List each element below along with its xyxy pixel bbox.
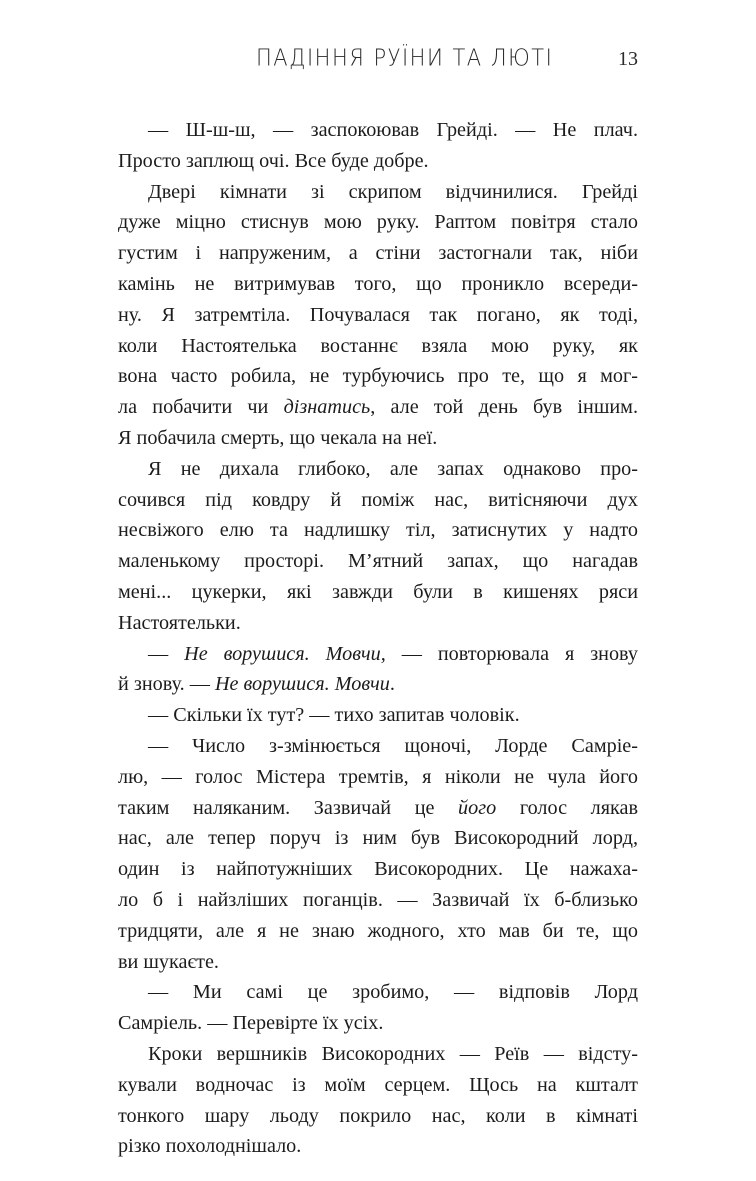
text-line (118, 762, 638, 793)
text-run: камінь не витримував того, що проникло всереди- (118, 272, 638, 295)
text-run: коли Настоятелька востаннє взяла мою руку, як (118, 334, 638, 357)
text-line (118, 207, 638, 238)
text-line (118, 885, 638, 916)
text-run: ну. Я затремтіла. Почувалася так погано, як тоді, (118, 303, 638, 326)
text-line (118, 515, 638, 546)
paragraph (118, 731, 638, 977)
text-run: — (148, 642, 185, 665)
text-line (118, 823, 638, 854)
text-line (118, 977, 638, 1008)
italic-text: Не ворушися. Мовчи, (184, 642, 386, 665)
text-line (118, 361, 638, 392)
running-head (118, 44, 638, 74)
text-run: Я не дихала глибоко, але запах однаково про- (148, 457, 638, 480)
text-line (118, 485, 638, 516)
text-run: — Ш-ш-ш, — заспокоював Грейді. — Не плач. (148, 119, 638, 141)
text-line (118, 608, 638, 639)
text-line (118, 669, 638, 700)
paragraph (118, 115, 638, 177)
text-run: ло б і найзліших поганців. — Зазвичай їх б-близько (118, 888, 638, 911)
text-run: мені... цукерки, які завжди були в кишенях ряси (118, 580, 638, 603)
text-run: густим і напруженим, а стіни застогнали так, ніби (118, 242, 638, 265)
italic-text: його (458, 796, 497, 819)
text-run: й знову. — (118, 673, 215, 696)
text-run: тонкого шару льоду покрило нас, коли в кімнаті (118, 1104, 638, 1127)
paragraph (118, 454, 638, 639)
text-line (118, 1101, 638, 1132)
text-line (118, 1039, 638, 1070)
running-title: ПАДІННЯ РУЇНИ ТА ЛЮТІ (256, 44, 554, 71)
text-run: ви шукаєте. (118, 950, 219, 973)
paragraph (118, 177, 638, 454)
text-line (118, 577, 638, 608)
text-line (118, 639, 638, 670)
text-run: кували водночас із моїм серцем. Щось на кшталт (118, 1073, 638, 1096)
text-line (118, 916, 638, 947)
text-run: лю, — голос Містера тремтів, я ніколи не чула його (118, 765, 638, 788)
text-run: Просто заплющ очі. Все буде добре. (118, 149, 429, 172)
text-line (118, 793, 638, 824)
text-run: — Скільки їх тут? — тихо запитав чоловік. (148, 704, 520, 727)
text-run: один із найпотужніших Високородних. Це нажаха- (118, 858, 638, 881)
text-run: тридцяти, але я не знаю жодного, хто мав би те, що (118, 919, 638, 942)
text-line (118, 731, 638, 762)
italic-text: Не ворушися. Мовчи (214, 673, 390, 696)
text-run: — Ми самі це зробимо, — відповів Лорд (148, 981, 638, 1004)
text-line (118, 423, 638, 454)
text-run: маленькому просторі. М’ятний запах, що нагадав (118, 550, 638, 573)
text-line (118, 146, 638, 177)
paragraph (118, 1039, 638, 1162)
text-line (118, 854, 638, 885)
text-line (118, 1008, 638, 1039)
text-line (118, 238, 638, 269)
text-line (118, 300, 638, 331)
text-line (118, 177, 638, 208)
text-line (118, 1131, 638, 1162)
text-line (118, 947, 638, 978)
text-run: Кроки вершників Високородних — Реїв — відсту- (148, 1042, 638, 1065)
text-line (118, 700, 638, 731)
text-run: Самріель. — Перевірте їх усіх. (118, 1012, 384, 1035)
text-line (118, 546, 638, 577)
text-run: вона часто робила, не турбуючись про те, що я мог- (118, 365, 638, 388)
paragraph (118, 700, 638, 731)
paragraph (118, 639, 638, 701)
text-run: дуже міцно стиснув мою руку. Раптом повітря стало (118, 211, 638, 234)
paragraph (118, 977, 638, 1039)
text-body (118, 115, 638, 1162)
text-line (118, 454, 638, 485)
text-run: — Число з-змінюється щоночі, Лорде Самріе- (148, 734, 638, 757)
text-run: — повторювала я знову (385, 642, 638, 665)
text-line (118, 115, 638, 146)
text-line (118, 1070, 638, 1101)
text-run: Настоятельки. (118, 611, 241, 634)
text-run: нас, але тепер поруч із ним був Високородний лорд, (118, 827, 638, 850)
text-run: ла побачити чи (118, 396, 284, 419)
italic-text: дізнатись (283, 396, 371, 419)
page-number: 13 (618, 48, 638, 70)
text-run: Я побачила смерть, що чекала на неї. (118, 426, 438, 449)
text-run: , але той день був іншим. (370, 396, 638, 419)
text-run: різко похолоднішало. (118, 1135, 302, 1158)
text-run: таким наляканим. Зазвичай це (118, 796, 459, 819)
text-line (118, 331, 638, 362)
text-line (118, 269, 638, 300)
text-run: сочився під ковдру й поміж нас, витісняючи дух (118, 488, 638, 511)
text-line (118, 392, 638, 423)
text-run: голос лякав (496, 796, 638, 819)
text-run: несвіжого елю та надлишку тіл, затиснутих у надто (118, 519, 638, 542)
text-run: Двері кімнати зі скрипом відчинилися. Грейді (148, 180, 638, 203)
text-run: . (389, 673, 395, 696)
